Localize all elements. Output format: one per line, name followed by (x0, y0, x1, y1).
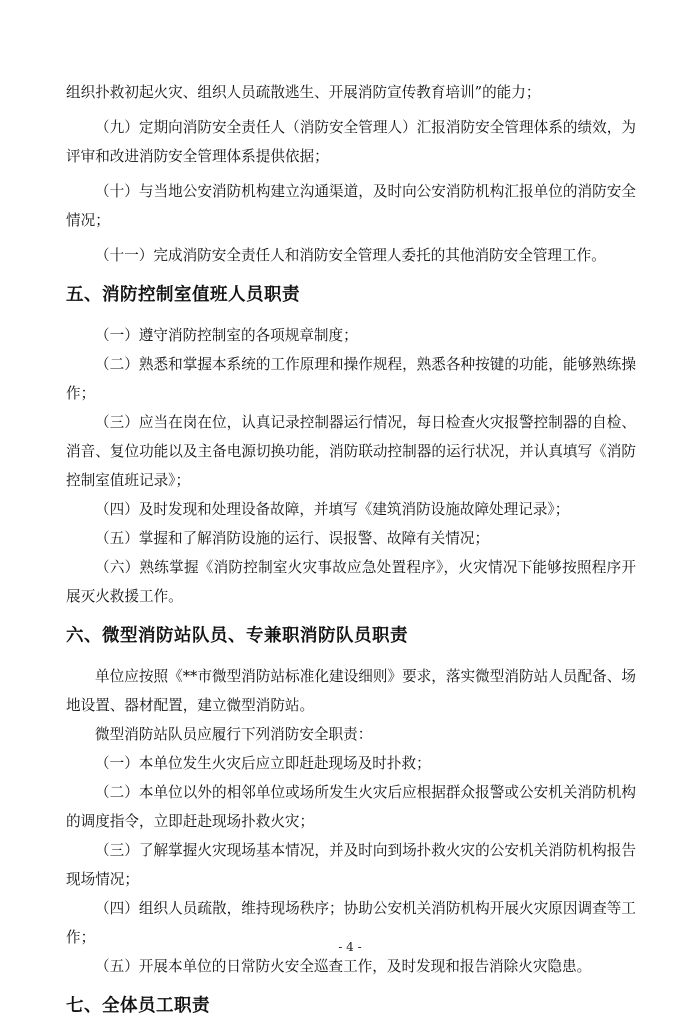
section6-item-5: （五）开展本单位的日常防火安全巡查工作，及时发现和报告消除火灾隐患。 (95, 958, 592, 975)
page-number: - 4 - (338, 940, 362, 954)
section6-item-3: （三）了解掌握火灾现场基本情况，并及时向到场扑救火灾的公安机关消防机构报告现场情况； (66, 842, 636, 888)
section5-item-3: （三）应当在岗在位，认真记录控制器运行情况，每日检查火灾报警控制器的自检、消音、复位功能以及主备电源切换功能，消防联动控制器的运行状况，并认真填写《消防控制室值班记录》； (66, 414, 636, 489)
section5-item-2: （二）熟悉和掌握本系统的工作原理和操作规程，熟悉各种按键的功能，能够熟练操作； (66, 356, 636, 402)
section6-item-2: （二）本单位以外的相邻单位或场所发生火灾后应根据群众报警或公安机关消防机构的调度指令，立即赶赴现场扑救火灾； (66, 784, 636, 830)
section6-item-1: （一）本单位发生火灾后应立即赶赴现场及时扑救； (95, 755, 431, 772)
section6-intro: 单位应按照《**市微型消防站标准化建设细则》要求，落实微型消防站人员配备、场地设置、器材配置，建立微型消防站。 (66, 668, 636, 714)
section6-lead: 微型消防站队员应履行下列消防安全职责： (95, 726, 373, 743)
paragraph-continued: 组织扑救初起火灾、组织人员疏散逃生、开展消防宣传教育培训”的能力； (66, 84, 541, 101)
paragraph-item-9: （九）定期向消防安全责任人（消防安全管理人）汇报消防安全管理体系的绩效，为评审和改进消防安全管理体系提供依据； (66, 119, 636, 165)
page-content (66, 78, 636, 1032)
section-heading-7: 七、全体员工职责 (66, 996, 210, 1016)
section-heading-6: 六、微型消防站队员、专兼职消防队员职责 (66, 626, 408, 646)
section-heading-5: 五、消防控制室值班人员职责 (66, 285, 300, 305)
paragraph-item-11: （十一）完成消防安全责任人和消防安全管理人委托的其他消防安全管理工作。 (95, 247, 606, 264)
section5-item-4: （四）及时发现和处理设备故障，并填写《建筑消防设施故障处理记录》； (95, 501, 570, 518)
paragraph-item-10: （十）与当地公安消防机构建立沟通渠道，及时向公安消防机构汇报单位的消防安全情况； (66, 183, 636, 229)
section5-item-1: （一）遵守消防控制室的各项规章制度； (95, 327, 358, 344)
section5-item-5: （五）掌握和了解消防设施的运行、误报警、故障有关情况； (95, 530, 490, 547)
section5-item-6: （六）熟练掌握《消防控制室火灾事故应急处置程序》，火灾情况下能够按照程序开展灭火救援工作。 (66, 559, 636, 605)
section6-item-4: （四）组织人员疏散，维持现场秩序；协助公安机关消防机构开展火灾原因调查等工作； (66, 900, 636, 946)
